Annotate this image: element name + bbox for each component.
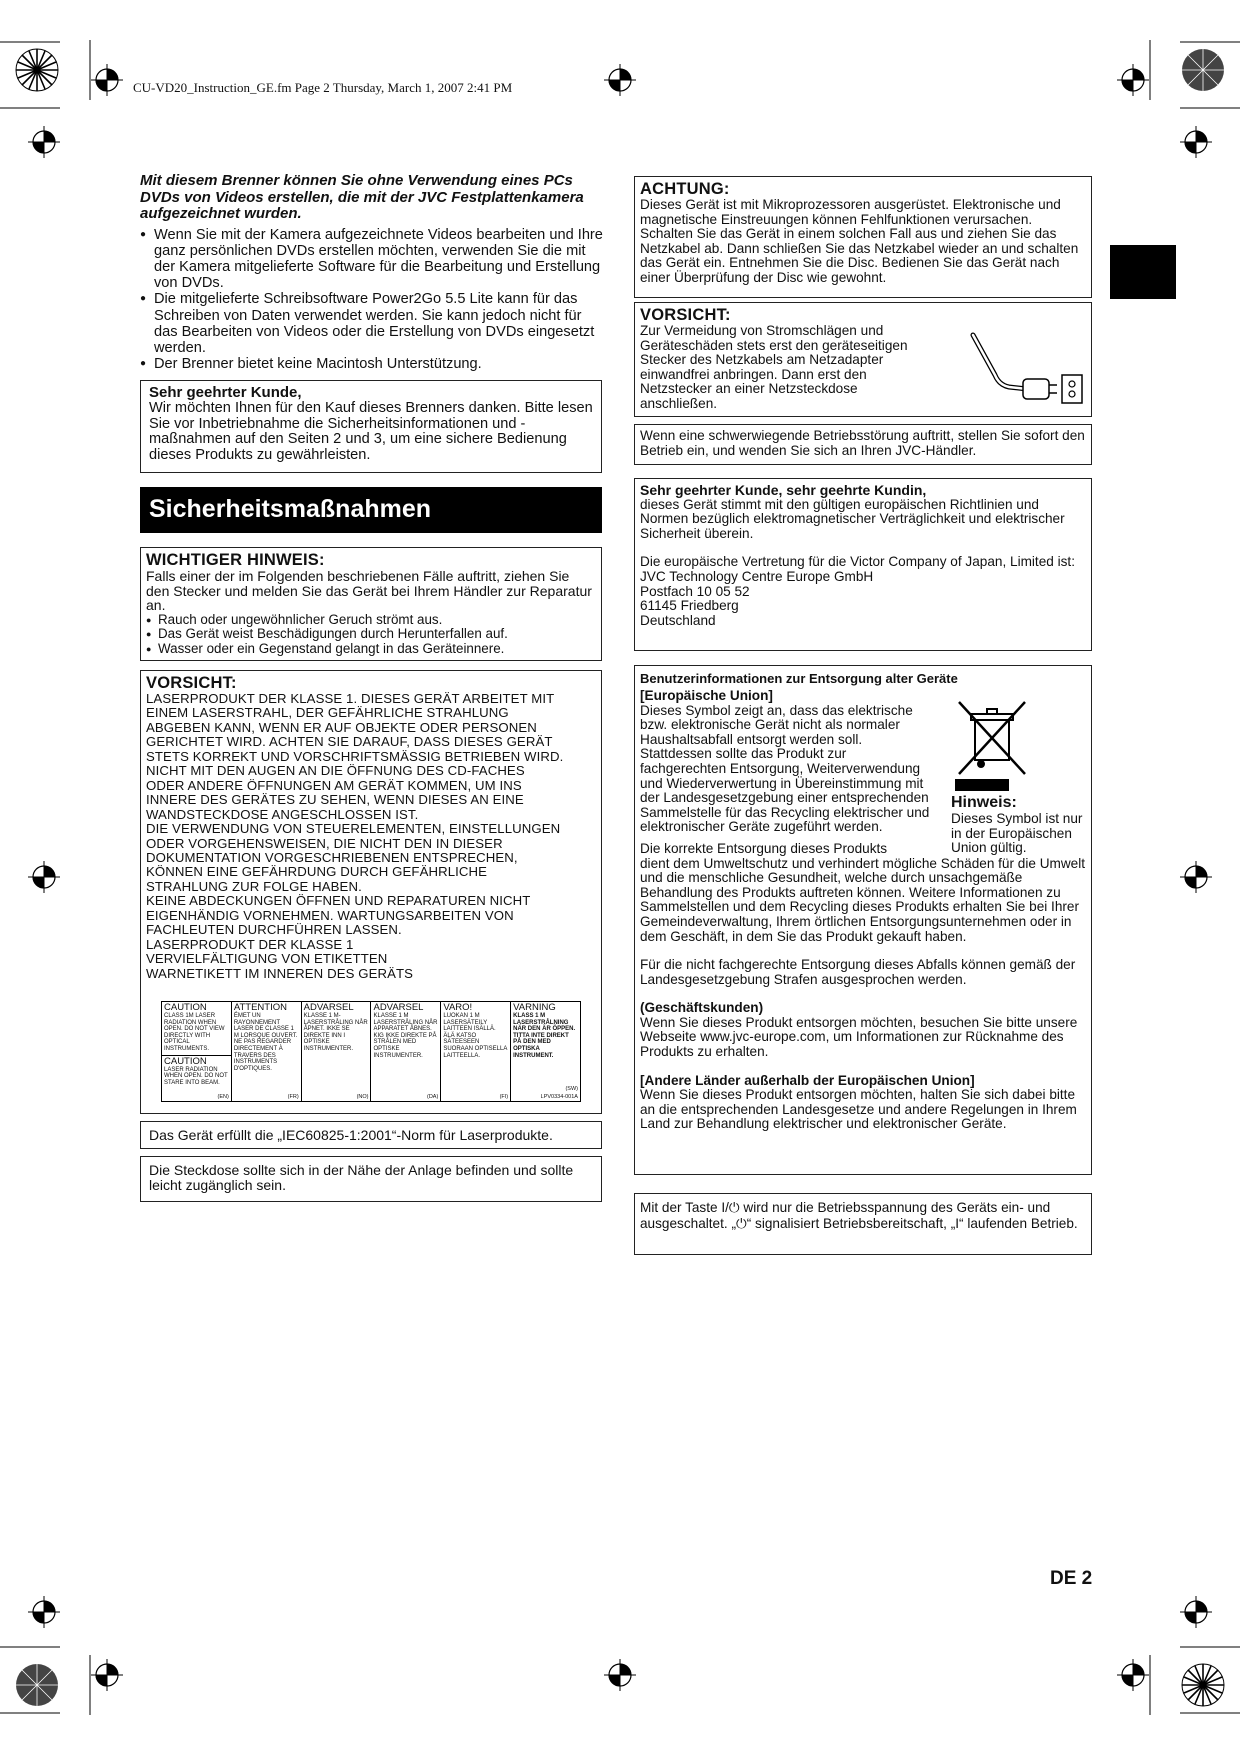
other-countries-heading: [Andere Länder außerhalb der Europäischen Union] xyxy=(640,1072,975,1088)
power-button-text: Mit der Taste I/⏻ wird nur die Betriebsspannung des Geräts ein- und ausgeschaltet. „⏻“ signalisiert Betriebsbereitschaft, „I“ laufenden Betrieb. xyxy=(640,1200,1078,1231)
warning-label xyxy=(161,1001,581,1102)
customer-box-title: Sehr geehrter Kunde, xyxy=(149,384,302,401)
eu-heading: [Europäische Union] xyxy=(640,688,773,703)
hinweis-text: Dieses Symbol ist nur in der Europäischen Union gültig. xyxy=(951,811,1083,856)
list-item: ● Die mitgelieferte Schreibsoftware Power2Go 5.5 Lite kann für das Schreiben von Daten verwendet werden. Sie kann jedoch nicht für das Bearbeiten von Videos oder die Erstellung von DVDs eingesetzt werden. xyxy=(140,291,604,356)
warning-label-column: ADVARSEL KLASSE 1 M LASERSTRÅLING NÅR APPARATET ÅBNES. KIG IKKE DIREKTE PÅ STRÅLEN MED OPTISKE INSTRUMENTER. (DA) xyxy=(371,1002,441,1101)
laser-text-line: STETS KORREKT UND VORSCHRIFTSMÄSSIG BETRIEBEN WIRD. xyxy=(146,748,564,764)
file-header: CU-VD20_Instruction_GE.fm Page 2 Thursday, March 1, 2007 2:41 PM xyxy=(133,80,513,95)
important-notice-text: Falls einer der im Folgenden beschriebenen Fälle auftritt, ziehen Sie den Stecker und melden Sie das Gerät bei Ihrem Händler zur Reparatur an. xyxy=(146,568,592,614)
laser-text-line: ODER ANDERE ÖFFNUNGEN AM GERÄT KOMMEN, UM INS xyxy=(146,777,522,793)
laser-text-line: EIGENHÄNDIG VORNEHMEN. WARTUNGSARBEITEN VON xyxy=(146,907,514,923)
laser-caution-box xyxy=(140,670,602,1114)
intro-section xyxy=(140,173,604,372)
list-item: ● Wasser oder ein Gegenstand gelangt in das Geräteinnere. xyxy=(146,642,596,657)
socket-text: Die Steckdose sollte sich in der Nähe der Anlage befinden und sollte leicht zugänglich sein. xyxy=(149,1162,574,1193)
intro-heading: Mit diesem Brenner können Sie ohne Verwendung eines PCs DVDs von Videos erstellen, die mit der JVC Festplattenkamera aufgezeichnet wurden. xyxy=(140,172,584,222)
laser-text-line: ODER VORGEHENSWEISEN, DIE NICHT DEN IN DIESER xyxy=(146,835,503,851)
list-item: ● Rauch oder ungewöhnlicher Geruch strömt aus. xyxy=(146,613,596,628)
disposal-title: Benutzerinformationen zur Entsorgung alter Geräte xyxy=(640,671,958,686)
laser-text-line: VERVIELFÄLTIGUNG VON ETIKETTEN xyxy=(146,951,388,967)
address-line: 61145 Friedberg xyxy=(640,598,739,614)
disposal-box xyxy=(634,665,1092,1175)
intro-bullet-list xyxy=(140,227,604,373)
address-line: Postfach 10 05 52 xyxy=(640,583,750,599)
emc-box xyxy=(634,478,1092,651)
power-cord-illustration xyxy=(965,327,1085,407)
business-heading: (Geschäftskunden) xyxy=(640,1000,764,1016)
laser-text-line: STRAHLUNG ZUR FOLGE HABEN. xyxy=(146,878,362,894)
other-countries-text: Wenn Sie dieses Produkt entsorgen möchten, halten Sie sich dabei bitte an die entsprechenden Landesgesetze und andere Regelungen in Ihrem Land zur Behandlung elektrischer und elektronischer Geräte. xyxy=(640,1087,1077,1132)
hinweis-title: Hinweis: xyxy=(951,794,1017,811)
vorsicht-power-box xyxy=(634,302,1092,417)
achtung-title: ACHTUNG: xyxy=(640,180,730,198)
list-item: ● Der Brenner bietet keine Macintosh Unterstützung. xyxy=(140,356,604,372)
disposal-para1-first: Die korrekte Entsorgung dieses Produkts xyxy=(640,840,888,856)
vorsicht-text: Zur Vermeidung von Stromschlägen und Geräteschäden stets erst den geräteseitigen Stecker des Netzkabels am Netzadapter einwandfrei anbringen. Dann erst den Netzstecker an einer Netzsteckdose anschließen. xyxy=(640,323,908,411)
chapter-tab xyxy=(1110,245,1176,299)
important-notice-title: WICHTIGER HINWEIS: xyxy=(146,551,325,569)
emc-title: Sehr geehrter Kunde, sehr geehrte Kundin, xyxy=(640,482,927,498)
laser-text-line: LASERPRODUKT DER KLASSE 1. DIESES GERÄT ARBEITET MIT xyxy=(146,691,555,706)
achtung-box xyxy=(634,176,1092,298)
warning-label-column: CAUTION CLASS 1M LASER RADIATION WHEN OPEN. DO NOT VIEW DIRECTLY WITH OPTICAL INSTRUMENTS. CAUTION LASER RADIATION WHEN OPEN. DO NOT STARE INTO BEAM. (EN) xyxy=(162,1002,232,1101)
laser-text-line: FACHLEUTEN DURCHFÜHREN LASSEN. xyxy=(146,922,402,938)
emc-text: dieses Gerät stimmt mit den gültigen europäischen Richtlinien und Normen bezüglich elektromagnetischer Verträglichkeit und elektrischer Sicherheit überein. xyxy=(640,496,1065,541)
disposal-para1-rest: dient dem Umweltschutz und verhindert mögliche Schäden für die Umwelt und die menschliche Gesundheit, welche durch unsachgemäße Behandlung des Produkts auftreten können. Weitere Informationen zu Sammelstellen und dem Recycling dieses Produkts erhalten Sie bei Ihrer Gemeindeverwaltung, Ihrem örtlichen Entsorgungsunternehmen oder in dem Geschäft, in dem Sie das Produkt gekauft haben. xyxy=(640,855,1086,944)
malfunction-text: Wenn eine schwerwiegende Betriebsstörung auftritt, stellen Sie sofort den Betrieb ein, und wenden Sie sich an Ihren JVC-Händler. xyxy=(640,428,1085,458)
socket-box xyxy=(140,1156,602,1202)
page-number: DE 2 xyxy=(1050,1568,1093,1589)
laser-text-line: GERICHTET WIRD. ACHTEN SIE DARAUF, DASS DIESES GERÄT xyxy=(146,734,553,750)
disposal-para2: Für die nicht fachgerechte Entsorgung dieses Abfalls können gemäß der Landesgesetzgebung Strafen ausgesprochen werden. xyxy=(640,957,1076,987)
hinweis-note xyxy=(951,794,1089,856)
customer-box xyxy=(140,380,602,473)
warning-label-column: ATTENTION ÉMET UN RAYONNEMENT LASER DE CLASSE 1 M LORSQUE OUVERT. NE PAS REGARDER DIRECTEMENT À TRAVERS DES INSTRUMENTS D'OPTIQUES. (FR) xyxy=(232,1002,302,1101)
warning-label-column: ADVARSEL KLASSE 1 M-LASERSTRÅLING NÅR ÅPNET. IKKE SE DIREKTE INN I OPTISKE INSTRUMENTER. (NO) xyxy=(302,1002,372,1101)
laser-text-line: ABGEBEN KANN, WENN ER AUF OBJEKTE ODER PERSONEN xyxy=(146,719,537,735)
laser-text-line: LASERPRODUKT DER KLASSE 1 xyxy=(146,936,354,952)
list-item: ● Wenn Sie mit der Kamera aufgezeichnete Videos bearbeiten und Ihre ganz persönlichen DVDs erstellen möchten, verwenden Sie die mit der Kamera mitgelieferte Software für die Bearbeitung und Erstellung von DVDs. xyxy=(140,227,604,292)
emc-rep-text: Die europäische Vertretung für die Victor Company of Japan, Limited ist: xyxy=(640,554,1075,570)
customer-box-text: Wir möchten Ihnen für den Kauf dieses Brenners danken. Bitte lesen Sie vor Inbetriebnahme die Sicherheitsinformationen und -maßnahmen auf den Seiten 2 und 3, um eine sichere Bedienung dieses Produkts zu gewährleisten. xyxy=(149,400,593,463)
power-button-box xyxy=(634,1193,1092,1255)
iec-text: Das Gerät erfüllt die „IEC60825-1:2001“-Norm für Laserprodukte. xyxy=(149,1127,553,1143)
address-line: Deutschland xyxy=(640,612,716,628)
iec-box xyxy=(140,1121,602,1149)
laser-text-line: KEINE ABDECKUNGEN ÖFFNEN UND REPARATUREN NICHT xyxy=(146,893,531,909)
warning-label-column: VARO! LUOKAN 1 M LASERSÄTEILY LAITTEEN ISÄLLÄ. ÄLÄ KATSO SÄTEESEEN SUORAAN OPTISELLA LAITTEELLA. (FI) xyxy=(441,1002,511,1101)
important-notice-box xyxy=(140,547,602,661)
section-title: Sicherheitsmaßnahmen xyxy=(140,487,602,533)
important-notice-list xyxy=(146,613,596,657)
laser-text-line: WARNETIKETT IM INNEREN DES GERÄTS xyxy=(146,965,414,981)
laser-text-line: DIE VERWENDUNG VON STEUERELEMENTEN, EINSTELLUNGEN xyxy=(146,821,561,837)
laser-text-line: DOKUMENTATION VORGESCHRIEBENEN ENTSPRECHEN, xyxy=(146,849,518,865)
laser-text-line: NICHT MIT DEN AUGEN AN DIE ÖFFNUNG DES CD-FACHES xyxy=(146,763,525,779)
laser-text-line: EINEM LASERSTRAHL, DER GEFÄHRLICHE STRAHLUNG xyxy=(146,705,509,721)
list-item: ● Das Gerät weist Beschädigungen durch Herunterfallen auf. xyxy=(146,627,596,642)
address-line: JVC Technology Centre Europe GmbH xyxy=(640,568,874,584)
laser-caution-title: VORSICHT: xyxy=(146,674,237,692)
eu-text: Dieses Symbol zeigt an, dass das elektrische bzw. elektronische Gerät nicht als normaler Haushaltsabfall entsorgt werden soll. Stattdessen sollte das Produkt zur fachgerechten Entsorgung, Weiterverwendung und Wiederverwertung in Übereinstimmung mit der Landesgesetzgebung einer entsprechenden Sammelstelle für das Recycling elektrischer und elektronischer Geräte zugeführt werden. xyxy=(640,702,930,835)
laser-text-line: WANDSTECKDOSE ANGESCHLOSSEN IST. xyxy=(146,806,419,822)
business-text: Wenn Sie dieses Produkt entsorgen möchten, besuchen Sie bitte unsere Webseite www.jvc-europe.com, um Informationen zur Rücknahme des Produkts zu erhalten. xyxy=(640,1014,1078,1060)
laser-caution-text xyxy=(146,692,596,981)
laser-text-line: INNERE DES GERÄTES ZU SEHEN, WENN DIESES AN EINE xyxy=(146,792,524,808)
symbol-bar xyxy=(955,779,1009,791)
laser-text-line: KÖNNEN EINE GEFÄHRDUNG DURCH GEFÄHRLICHE xyxy=(146,864,488,880)
warning-label-column: VARNING KLASS 1 M LASERSTRÅLNING NÄR DEN ÄR ÖPPEN. TITTA INTE DIREKT PÅ DEN MED OPTISKA INSTRUMENT. (SW) LPV0334-001A xyxy=(513,1002,578,1100)
malfunction-box xyxy=(634,424,1092,465)
achtung-text: Dieses Gerät ist mit Mikroprozessoren ausgerüstet. Elektronische und magnetische Einstreuungen können Fehlfunktionen verursachen. Schalten Sie das Gerät in einem solchen Fall aus und ziehen Sie das Netzkabel ab. Dann schließen Sie das Netzkabel wieder an und schalten das Gerät ein. Entnehmen Sie die Disc. Bedienen Sie das Gerät nach einer Überprüfung der Disc wie gewohnt. xyxy=(640,197,1079,285)
vorsicht-title: VORSICHT: xyxy=(640,306,731,324)
